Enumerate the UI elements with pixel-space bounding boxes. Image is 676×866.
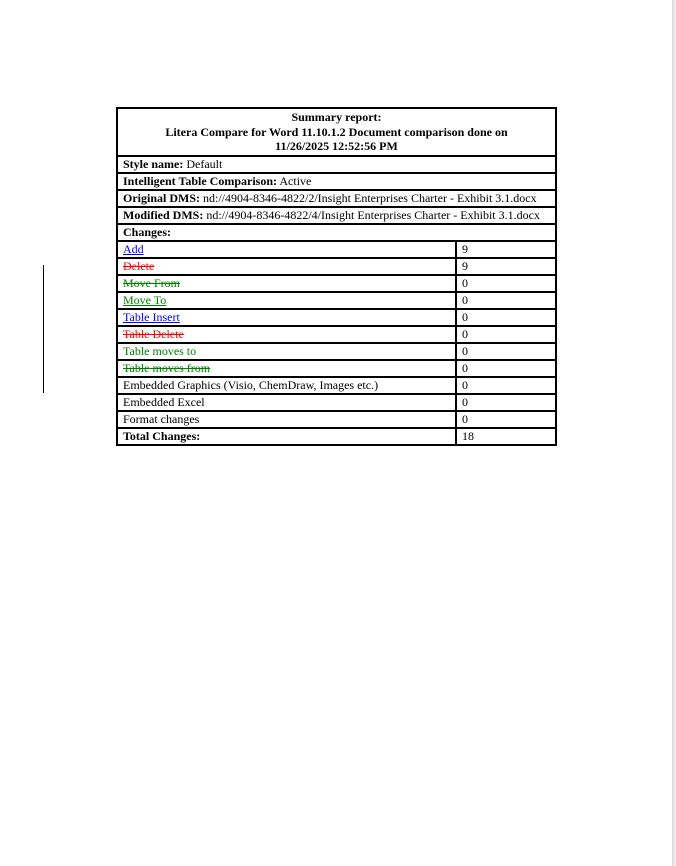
modified-label: Modified DMS: <box>123 207 204 222</box>
move-from-count: 0 <box>456 275 556 292</box>
add-count: 9 <box>456 241 556 258</box>
embedded-graphics-count: 0 <box>456 377 556 394</box>
change-label <box>117 292 456 309</box>
change-label <box>117 343 456 360</box>
delete-count: 9 <box>456 258 556 275</box>
table-insert-label: Table Insert <box>123 309 180 324</box>
style-cell <box>117 156 556 173</box>
table-row <box>117 377 556 394</box>
changes-header-row <box>117 224 556 241</box>
itc-value: Active <box>277 173 312 188</box>
style-label: Style name: <box>123 156 184 171</box>
table-moves-from-label: Table moves from <box>123 360 211 375</box>
change-label <box>117 241 456 258</box>
modified-value: nd://4904-8346-4822/4/Insight Enterprises Charter - Exhibit 3.1.docx <box>203 207 540 222</box>
original-row <box>117 190 556 207</box>
table-delete-count: 0 <box>456 326 556 343</box>
summary-report-table <box>116 107 557 446</box>
table-row <box>117 275 556 292</box>
change-bar <box>43 265 44 393</box>
table-row <box>117 309 556 326</box>
change-label <box>117 309 456 326</box>
change-label <box>117 275 456 292</box>
embedded-graphics-label: Embedded Graphics (Visio, ChemDraw, Images etc.) <box>117 377 456 394</box>
modified-cell <box>117 207 556 224</box>
original-cell <box>117 190 556 207</box>
format-changes-label: Format changes <box>117 411 456 428</box>
table-row <box>117 394 556 411</box>
itc-cell <box>117 173 556 190</box>
report-date: 11/26/2025 12:52:56 PM <box>275 139 398 153</box>
table-row <box>117 343 556 360</box>
table-insert-count: 0 <box>456 309 556 326</box>
original-value: nd://4904-8346-4822/2/Insight Enterprises Charter - Exhibit 3.1.docx <box>200 190 537 205</box>
delete-label: Delete <box>123 258 155 273</box>
table-moves-from-count: 0 <box>456 360 556 377</box>
table-row <box>117 258 556 275</box>
report-title: Summary report: <box>291 110 382 124</box>
total-count: 18 <box>456 428 556 445</box>
total-row <box>117 428 556 445</box>
table-row <box>117 292 556 309</box>
original-label: Original DMS: <box>123 190 200 205</box>
move-to-label: Move To <box>123 292 167 307</box>
table-row <box>117 326 556 343</box>
move-to-count: 0 <box>456 292 556 309</box>
embedded-excel-label: Embedded Excel <box>117 394 456 411</box>
page-edge <box>672 0 676 866</box>
change-label <box>117 360 456 377</box>
style-row <box>117 156 556 173</box>
report-header-row <box>117 108 556 156</box>
itc-row <box>117 173 556 190</box>
total-label: Total Changes: <box>117 428 456 445</box>
embedded-excel-count: 0 <box>456 394 556 411</box>
table-row <box>117 411 556 428</box>
add-label: Add <box>123 241 144 256</box>
itc-label: Intelligent Table Comparison: <box>123 173 278 188</box>
modified-row <box>117 207 556 224</box>
table-row <box>117 241 556 258</box>
change-label <box>117 326 456 343</box>
report-tool: Litera Compare for Word 11.10.1.2 Document comparison done on <box>165 124 508 139</box>
table-delete-label: Table Delete <box>123 326 184 341</box>
style-value: Default <box>183 156 223 171</box>
report-header <box>117 108 556 156</box>
format-changes-count: 0 <box>456 411 556 428</box>
change-label <box>117 258 456 275</box>
table-moves-to-count: 0 <box>456 343 556 360</box>
table-moves-to-label: Table moves to <box>123 343 197 358</box>
table-row <box>117 360 556 377</box>
changes-header: Changes: <box>117 224 556 241</box>
move-from-label: Move From <box>123 275 180 290</box>
